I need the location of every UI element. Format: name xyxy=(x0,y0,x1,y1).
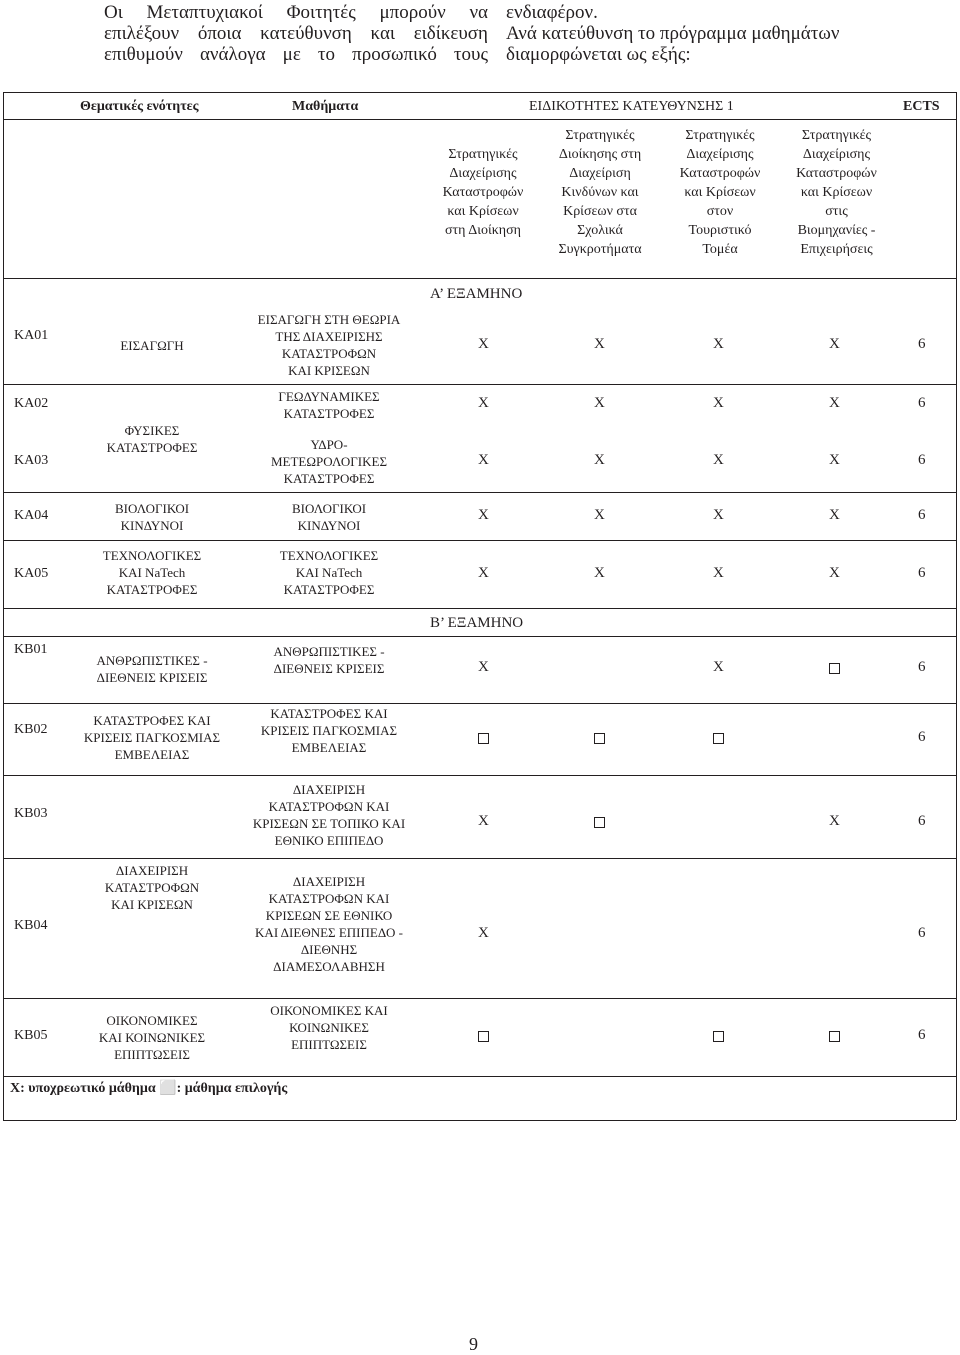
mandatory-mark: X xyxy=(713,452,724,468)
specialty-4-line: Καταστροφών xyxy=(796,166,877,181)
elective-box-icon xyxy=(829,1030,840,1047)
course-line: ΓΕΩΔΥΝΑΜΙΚΕΣ xyxy=(278,389,380,404)
mandatory-mark: X xyxy=(713,336,724,352)
specialty-3-line: Στρατηγικές xyxy=(685,128,755,143)
course-line: ΜΕΤΕΩΡΟΛΟΓΙΚΕΣ xyxy=(270,454,388,469)
ects-value: 6 xyxy=(918,336,926,352)
intro-right-line: διαμορφώνεται ως εξής: xyxy=(506,44,691,65)
specialty-2-line: Σχολικά xyxy=(577,223,623,238)
course-cell xyxy=(250,500,408,534)
specialty-2-line: Διαχείριση xyxy=(569,166,631,181)
theme-line: ΕΙΣΑΓΩΓΗ xyxy=(120,338,184,353)
mandatory-mark: X xyxy=(829,507,840,523)
mandatory-mark: X xyxy=(478,813,489,829)
course-line: ΔΙΑΜΕΣΟΛΑΒΗΣΗ xyxy=(273,959,385,974)
course-line: ΚΑΤΑΣΤΡΟΦΕΣ xyxy=(283,582,375,597)
page-number: 9 xyxy=(469,1334,478,1354)
row-code: ΚΑ05 xyxy=(14,566,49,581)
specialty-3-line: Τουριστικό xyxy=(688,223,752,238)
row-code: ΚΑ04 xyxy=(14,508,49,523)
theme-line: ΚΑΙ ΚΡΙΣΕΩΝ xyxy=(111,897,193,912)
specialty-2-line: Κινδύνων και xyxy=(561,185,639,200)
theme-line: ΔΙΑΧΕΙΡΙΣΗ xyxy=(115,863,189,878)
course-line: ΤΕΧΝΟΛΟΓΙΚΕΣ xyxy=(279,548,379,563)
course-line: ΚΑΤΑΣΤΡΟΦΕΣ xyxy=(283,406,375,421)
theme-line: ΕΜΒΕΛΕΙΑΣ xyxy=(114,747,190,762)
intro-right-line: ενδιαφέρον. xyxy=(506,2,598,23)
course-line: ΚΑΤΑΣΤΡΟΦΕΣ ΚΑΙ xyxy=(270,706,388,721)
row-code: ΚΒ04 xyxy=(14,918,48,933)
specialty-2-line: Κρίσεων στα xyxy=(563,204,637,219)
mandatory-mark: X xyxy=(478,507,489,523)
mandatory-mark: X xyxy=(594,395,605,411)
course-line: ΚΡΙΣΕΩΝ ΣΕ ΤΟΠΙΚΟ ΚΑΙ xyxy=(252,816,406,831)
header-themes: Θεματικές ενότητες xyxy=(80,99,199,114)
ects-value: 6 xyxy=(918,395,926,411)
course-line: ΔΙΑΧΕΙΡΙΣΗ xyxy=(292,874,366,889)
course-line: ΚΑΤΑΣΤΡΟΦΩΝ ΚΑΙ xyxy=(268,891,390,906)
mandatory-mark: X xyxy=(478,925,489,941)
course-line: ΚΑΙ NaTech xyxy=(295,565,363,580)
specialty-4-line: στις xyxy=(825,204,848,219)
ects-value: 6 xyxy=(918,659,926,675)
row-code: ΚΒ05 xyxy=(14,1028,48,1043)
specialty-4-line: και Κρίσεων xyxy=(800,185,873,200)
specialty-header-4 xyxy=(779,126,894,259)
intro-left-line: Οι Μεταπτυχιακοί Φοιτητές μπορούν να xyxy=(104,2,488,23)
course-cell xyxy=(250,547,408,598)
elective-box-icon xyxy=(478,732,489,749)
theme-line: ΚΙΝΔΥΝΟΙ xyxy=(120,518,184,533)
course-line: ΚΙΝΔΥΝΟΙ xyxy=(297,518,361,533)
mandatory-mark: X xyxy=(713,507,724,523)
theme-cell xyxy=(70,652,234,686)
specialty-3-line: και Κρίσεων xyxy=(684,185,756,200)
course-cell xyxy=(250,781,408,849)
course-cell xyxy=(250,1002,408,1053)
theme-line: ΚΑΤΑΣΤΡΟΦΕΣ ΚΑΙ xyxy=(93,713,211,728)
mandatory-mark: X xyxy=(478,395,489,411)
theme-cell xyxy=(70,500,234,534)
specialty-2-line: Στρατηγικές xyxy=(565,128,635,143)
course-cell xyxy=(250,705,408,756)
specialty-4-line: Στρατηγικές xyxy=(801,128,872,143)
course-line: ΒΙΟΛΟΓΙΚΟΙ xyxy=(291,501,367,516)
course-line: ΚΑΤΑΣΤΡΟΦΩΝ ΚΑΙ xyxy=(268,799,390,814)
specialty-2-line: Διοίκησης στη xyxy=(558,147,642,162)
specialty-3-line: Καταστροφών xyxy=(679,166,761,181)
course-line: ΕΘΝΙΚΟ ΕΠΙΠΕΔΟ xyxy=(274,833,384,848)
mandatory-mark: X xyxy=(713,395,724,411)
course-line: ΕΙΣΑΓΩΓΗ ΣΤΗ ΘΕΩΡΙΑ xyxy=(257,312,401,327)
legend: Χ: υποχρεωτικό μάθημα ⬜: μάθημα επιλογής xyxy=(10,1081,288,1096)
elective-box-icon xyxy=(594,732,605,749)
theme-cell xyxy=(70,1012,234,1063)
theme-line: ΚΑΤΑΣΤΡΟΦΩΝ xyxy=(104,880,200,895)
elective-box-icon xyxy=(713,1030,724,1047)
intro-right-line: Ανά κατεύθυνση το πρόγραμμα μαθημάτων xyxy=(506,23,840,44)
ects-value: 6 xyxy=(918,565,926,581)
mandatory-mark: X xyxy=(594,507,605,523)
course-line: ΤΗΣ ΔΙΑΧΕΙΡΙΣΗΣ xyxy=(275,329,383,344)
specialty-header-2 xyxy=(544,126,656,259)
theme-cell xyxy=(70,422,234,456)
course-cell xyxy=(250,436,408,487)
specialty-3-line: στον xyxy=(706,204,734,219)
row-code: ΚΑ03 xyxy=(14,453,49,468)
elective-box-icon xyxy=(594,816,605,833)
course-line: ΚΡΙΣΕΙΣ ΠΑΓΚΟΣΜΙΑΣ xyxy=(260,723,398,738)
intro-left-line: επιλέξουν όποια κατεύθυνση και ειδίκευση xyxy=(104,23,488,44)
mandatory-mark: X xyxy=(478,659,489,675)
semester-b-label: Β’ ΕΞΑΜΗΝΟ xyxy=(430,615,524,631)
theme-cell xyxy=(70,712,234,763)
course-line: ΥΔΡΟ- xyxy=(310,437,348,452)
mandatory-mark: X xyxy=(829,565,840,581)
elective-box-icon xyxy=(829,662,840,679)
theme-line: ΑΝΘΡΩΠΙΣΤΙΚΕΣ - xyxy=(96,653,208,668)
row-code: ΚΒ03 xyxy=(14,806,48,821)
mandatory-mark: X xyxy=(829,336,840,352)
semester-a-label: Α’ ΕΞΑΜΗΝΟ xyxy=(430,286,523,302)
theme-line: ΟΙΚΟΝΟΜΙΚΕΣ xyxy=(106,1013,198,1028)
theme-cell xyxy=(70,862,234,913)
specialty-4-line: Διαχείρισης xyxy=(802,147,871,162)
course-line: ΚΑΤΑΣΤΡΟΦΩΝ xyxy=(281,346,377,361)
course-cell xyxy=(250,388,408,422)
course-line: ΕΜΒΕΛΕΙΑΣ xyxy=(291,740,367,755)
intro-left-line: επιθυμούν ανάλογα με το προσωπικό τους xyxy=(104,44,488,65)
specialty-1-line: και Κρίσεων xyxy=(447,204,519,219)
mandatory-mark: X xyxy=(478,452,489,468)
row-code: ΚΑ02 xyxy=(14,396,49,411)
mandatory-mark: X xyxy=(478,565,489,581)
elective-box-icon xyxy=(713,732,724,749)
specialty-1-line: Στρατηγικές xyxy=(448,147,518,162)
mandatory-mark: X xyxy=(829,395,840,411)
theme-line: ΚΡΙΣΕΙΣ ΠΑΓΚΟΣΜΙΑΣ xyxy=(83,730,221,745)
course-line: ΚΑΙ ΚΡΙΣΕΩΝ xyxy=(288,363,370,378)
theme-line: ΚΑΤΑΣΤΡΟΦΕΣ xyxy=(106,582,198,597)
mandatory-mark: X xyxy=(594,565,605,581)
row-code: ΚΒ01 xyxy=(14,642,48,657)
mandatory-mark: X xyxy=(478,336,489,352)
specialty-header-1 xyxy=(428,145,538,240)
theme-cell xyxy=(70,337,234,354)
specialty-4-line: Βιομηχανίες - xyxy=(797,223,876,238)
course-line: ΚΡΙΣΕΩΝ ΣΕ ΕΘΝΙΚΟ xyxy=(265,908,393,923)
theme-line: ΚΑΙ ΚΟΙΝΩΝΙΚΕΣ xyxy=(98,1030,206,1045)
specialty-3-line: Τομέα xyxy=(702,242,738,257)
course-cell xyxy=(250,643,408,677)
specialty-3-line: Διαχείρισης xyxy=(686,147,754,162)
mandatory-mark: X xyxy=(713,659,724,675)
course-line: ΕΠΙΠΤΩΣΕΙΣ xyxy=(291,1037,367,1052)
specialty-1-line: Καταστροφών xyxy=(442,185,524,200)
course-line: ΟΙΚΟΝΟΜΙΚΕΣ ΚΑΙ xyxy=(270,1003,388,1018)
course-line: ΚΑΙ ΔΙΕΘΝΕΣ ΕΠΙΠΕΔΟ - xyxy=(255,925,403,940)
ects-value: 6 xyxy=(918,1027,926,1043)
specialty-2-line: Συγκροτήματα xyxy=(558,242,642,257)
mandatory-mark: X xyxy=(594,336,605,352)
course-line: ΔΙΑΧΕΙΡΙΣΗ xyxy=(292,782,366,797)
row-code: ΚΑ01 xyxy=(14,328,49,343)
elective-box-icon xyxy=(478,1030,489,1047)
specialty-1-line: στη Διοίκηση xyxy=(444,223,521,238)
header-courses: Μαθήματα xyxy=(292,99,359,114)
course-line: ΑΝΘΡΩΠΙΣΤΙΚΕΣ - xyxy=(273,644,385,659)
ects-value: 6 xyxy=(918,452,926,468)
theme-line: ΔΙΕΘΝΕΙΣ ΚΡΙΣΕΙΣ xyxy=(96,670,208,685)
mandatory-mark: X xyxy=(594,452,605,468)
mandatory-mark: X xyxy=(829,813,840,829)
theme-line: ΦΥΣΙΚΕΣ xyxy=(124,423,180,438)
ects-value: 6 xyxy=(918,507,926,523)
theme-line: ΕΠΙΠΤΩΣΕΙΣ xyxy=(114,1047,190,1062)
row-code: ΚΒ02 xyxy=(14,722,48,737)
theme-line: ΚΑΙ NaTech xyxy=(118,565,186,580)
course-line: ΔΙΕΘΝΕΙΣ ΚΡΙΣΕΙΣ xyxy=(273,661,385,676)
header-ects: ECTS xyxy=(903,99,940,114)
mandatory-mark: X xyxy=(713,565,724,581)
ects-value: 6 xyxy=(918,729,926,745)
theme-line: ΚΑΤΑΣΤΡΟΦΕΣ xyxy=(106,440,198,455)
header-specialties: ΕΙΔΙΚΟΤΗΤΕΣ ΚΑΤΕΥΘΥΝΣΗΣ 1 xyxy=(529,99,734,114)
specialty-header-3 xyxy=(664,126,776,259)
course-cell xyxy=(250,311,408,379)
specialty-1-line: Διαχείρισης xyxy=(449,166,517,181)
specialty-4-line: Επιχειρήσεις xyxy=(800,242,873,257)
ects-value: 6 xyxy=(918,925,926,941)
course-line: ΚΑΤΑΣΤΡΟΦΕΣ xyxy=(283,471,375,486)
theme-line: ΤΕΧΝΟΛΟΓΙΚΕΣ xyxy=(102,548,202,563)
course-line: ΔΙΕΘΝΗΣ xyxy=(300,942,358,957)
theme-cell xyxy=(70,547,234,598)
course-line: ΚΟΙΝΩΝΙΚΕΣ xyxy=(289,1020,369,1035)
theme-line: ΒΙΟΛΟΓΙΚΟΙ xyxy=(114,501,190,516)
course-cell xyxy=(250,873,408,975)
mandatory-mark: X xyxy=(829,452,840,468)
ects-value: 6 xyxy=(918,813,926,829)
